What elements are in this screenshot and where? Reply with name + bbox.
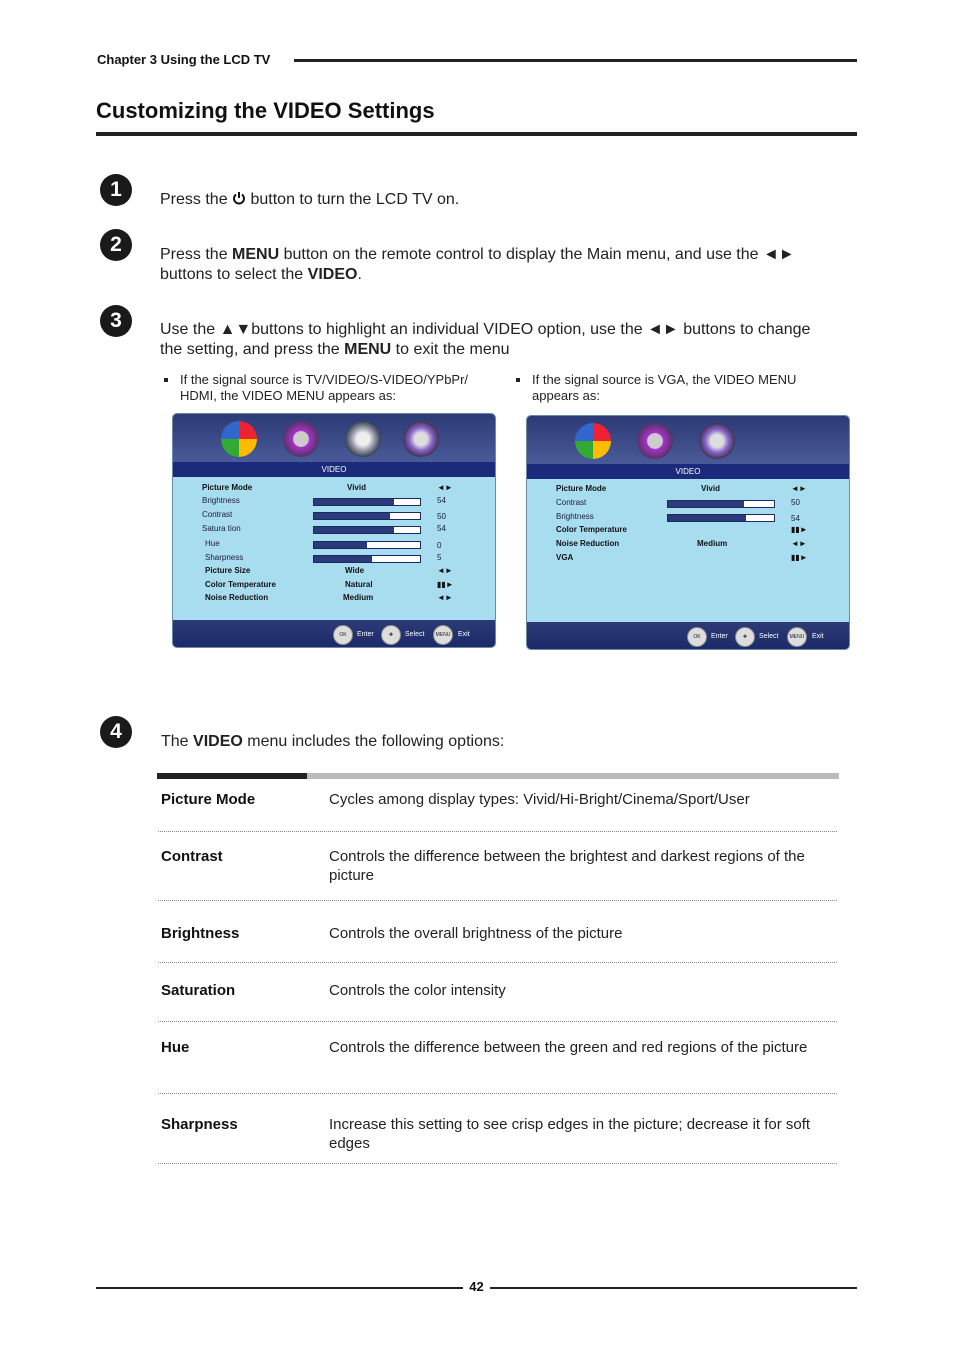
step-1-text-a: Press the [160,191,233,208]
menu-button-icon: MENU [787,627,807,647]
osd-row-label: Sharpness [205,553,244,562]
select-label: Select [759,633,779,640]
osd-level-value: 54 [791,514,800,523]
chapter-heading: Chapter 3 Using the LCD TV [97,52,271,67]
osd-row-label: Picture Size [205,566,251,575]
table-header-light [307,773,839,779]
bullet-icon [164,378,168,382]
osd-row-label: Picture Mode [202,483,253,492]
menu-button-icon: MENU [433,625,453,645]
setup-icon [403,421,439,457]
osd-level-value: 54 [437,524,446,533]
row-divider [158,962,837,963]
osd-row-value: Medium [343,593,374,602]
note-right [516,372,826,404]
option-description: Controls the difference between the brightest and darkest regions of the picture [329,848,805,884]
osd-row-value: Vivid [701,484,720,493]
audio-icon [283,421,319,457]
osd-title: VIDEO [527,464,849,479]
osd-level-fill [314,527,394,533]
select-label: Select [405,631,425,638]
step-2-c: button on the remote control to display the Main menu, and use the ◄► buttons to select the [160,246,795,283]
step-4-text [161,732,821,752]
osd-arrow-icon: ◄► [791,539,807,548]
osd-level-value: 5 [437,553,442,562]
step-number-1: 1 [100,174,132,206]
osd-row-label: Picture Mode [556,484,607,493]
power-icon [232,191,246,205]
osd-level-bar [667,500,775,508]
ok-button-icon: OK [333,625,353,645]
osd-arrow-icon: ▮▮► [437,580,454,589]
row-divider [158,1021,837,1022]
osd-row-label: Brightness [202,496,240,505]
exit-label: Exit [812,633,824,640]
picture-icon [575,423,611,459]
step-4-a: The [161,733,194,750]
option-name: Hue [161,1039,190,1056]
osd-row-label: Contrast [202,510,233,519]
osd-row-label: Contrast [556,498,587,507]
dpad-icon: ✚ [735,627,755,647]
osd-row-value: Medium [697,539,728,548]
dpad-icon: ✚ [381,625,401,645]
step-3-c: to exit the menu [391,341,510,358]
option-description: Controls the difference between the green and red regions of the picture [329,1039,808,1056]
footer-rule-right [490,1287,857,1289]
osd-row-label: Hue [205,539,220,548]
osd-row-value: Wide [345,566,365,575]
step-3-a: Use the ▲▼buttons to highlight an individual VIDEO option, use the ◄► buttons to change the setting, and press the [160,321,811,358]
picture-icon [221,421,257,457]
step-2-text [160,245,820,285]
setup-icon [699,423,735,459]
step-3-text [160,320,820,360]
osd-level-fill [668,515,746,521]
option-description: Controls the color intensity [329,982,506,999]
row-divider [158,831,837,832]
option-description: Controls the overall brightness of the picture [329,925,623,942]
osd-level-value: 0 [437,541,442,550]
osd-footer [527,622,849,649]
header-rule [294,59,857,62]
title-rule [96,132,857,136]
osd-level-fill [668,501,744,507]
osd-row-label: Color Temperature [556,525,627,534]
step-number-3: 3 [100,305,132,337]
exit-label: Exit [458,631,470,638]
step-4-c: menu includes the following options: [242,733,505,750]
osd-footer [173,620,495,647]
osd-level-bar [313,498,421,506]
osd-title: VIDEO [173,462,495,477]
step-1-text-b: button to turn the LCD TV on. [246,191,460,208]
step-number-2: 2 [100,229,132,261]
option-name: Brightness [161,925,240,942]
osd-row-value: Vivid [347,483,366,492]
osd-icon-bar [527,416,849,464]
option-name: Saturation [161,982,236,999]
tv-icon [345,421,381,457]
osd-level-bar [313,541,421,549]
osd-icon-bar [173,414,495,462]
osd-row-label: VGA [556,553,574,562]
osd-level-bar [667,514,775,522]
enter-label: Enter [357,631,374,638]
osd-level-fill [314,556,372,562]
osd-row-label: Noise Reduction [556,539,620,548]
osd-arrow-icon: ▮▮► [791,553,808,562]
osd-level-value: 54 [437,496,446,505]
option-description: Increase this setting to see crisp edges in the picture; decrease it for soft edges [329,1116,811,1152]
osd-video-menu-tv [172,413,496,648]
enter-label: Enter [711,633,728,640]
step-1-text [160,190,820,210]
note-right-text: If the signal source is VGA, the VIDEO MENU appears as: [532,372,797,403]
osd-arrow-icon: ◄► [437,483,453,492]
note-left-text: If the signal source is TV/VIDEO/S-VIDEO/YPbPr/ HDMI, the VIDEO MENU appears as: [180,372,469,403]
osd-arrow-icon: ◄► [791,484,807,493]
osd-row-label: Noise Reduction [205,593,269,602]
osd-row-label: Satura tion [202,524,241,533]
osd-video-menu-vga [526,415,850,650]
footer-rule-left [96,1287,463,1289]
osd-level-fill [314,542,367,548]
step-4-video-key: VIDEO [193,733,243,750]
osd-arrow-icon: ▮▮► [791,525,808,534]
osd-level-bar [313,512,421,520]
step-2-video-key: VIDEO [307,266,358,283]
row-divider [158,900,837,901]
audio-icon [637,423,673,459]
row-divider [158,1163,837,1164]
osd-level-fill [314,499,394,505]
osd-level-value: 50 [437,512,446,521]
osd-row-label: Color Temperature [205,580,276,589]
option-description: Cycles among display types: Vivid/Hi-Bright/Cinema/Sport/User [329,791,750,808]
osd-row-label: Brightness [556,512,594,521]
table-header-dark [157,773,307,779]
osd-level-bar [313,555,421,563]
page-number: 42 [469,1279,484,1294]
bullet-icon [516,378,520,382]
osd-row-value: Natural [345,580,373,589]
ok-button-icon: OK [687,627,707,647]
option-name: Picture Mode [161,791,256,808]
osd-level-fill [314,513,390,519]
osd-arrow-icon: ◄► [437,593,453,602]
step-2-d: . [357,266,362,283]
step-2-menu-key: MENU [232,246,280,263]
option-name: Contrast [161,848,223,865]
osd-arrow-icon: ◄► [437,566,453,575]
note-left [164,372,494,404]
option-name: Sharpness [161,1116,238,1133]
step-2-a: Press the [160,246,233,263]
step-number-4: 4 [100,716,132,748]
osd-level-bar [313,526,421,534]
step-3-menu-key: MENU [344,341,392,358]
row-divider [158,1093,837,1094]
osd-level-value: 50 [791,498,800,507]
page-title: Customizing the VIDEO Settings [96,98,435,123]
